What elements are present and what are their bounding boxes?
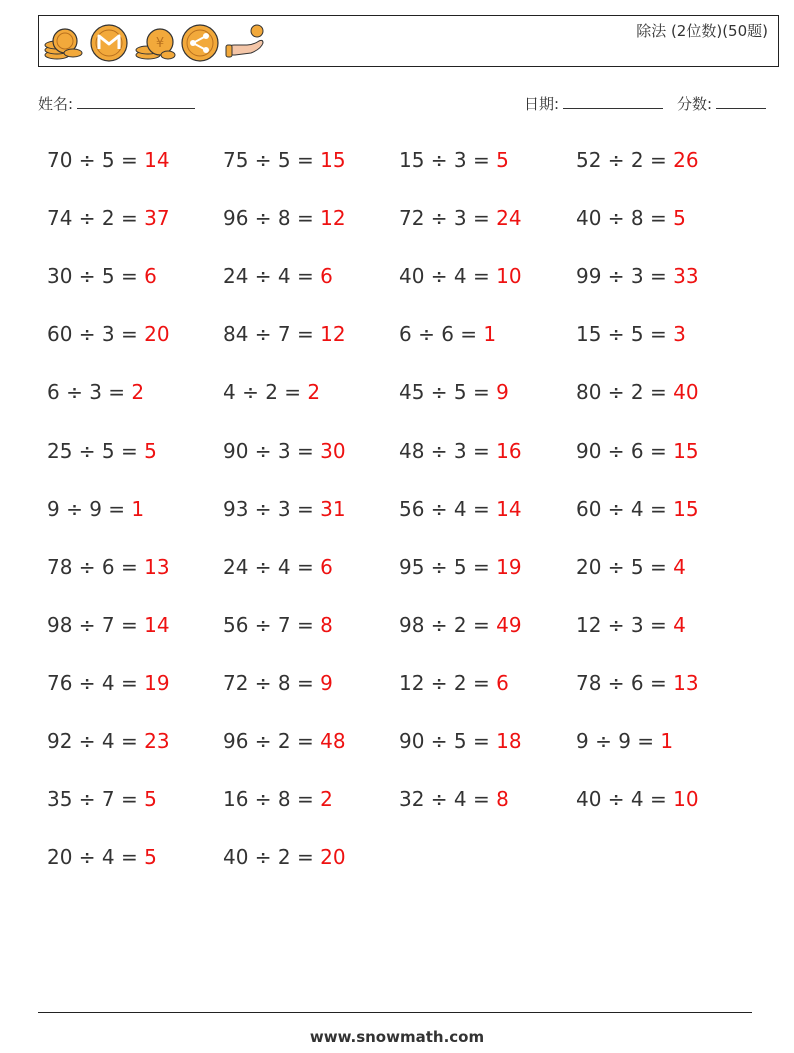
- division-problem: [399, 206, 522, 230]
- division-problem: [399, 671, 509, 695]
- hand-coin-icon: [225, 23, 269, 63]
- division-problem: [223, 497, 346, 521]
- division-problem: [47, 439, 157, 463]
- svg-text:¥: ¥: [155, 36, 165, 51]
- problem-answer: 3: [673, 322, 686, 347]
- division-problem: [399, 264, 522, 288]
- problem-answer: 4: [673, 612, 686, 637]
- share-coin-icon: [180, 23, 220, 63]
- problem-question: 96 ÷ 8 =: [223, 206, 314, 231]
- division-problem: [399, 729, 522, 753]
- division-problem: [223, 613, 333, 637]
- division-problem: [576, 148, 699, 172]
- problem-answer: 6: [144, 264, 157, 289]
- problem-question: 93 ÷ 3 =: [223, 496, 314, 521]
- footer-url: www.snowmath.com: [309, 1028, 485, 1046]
- problem-question: 20 ÷ 5 =: [576, 554, 667, 579]
- division-problem: [399, 613, 522, 637]
- problem-question: 25 ÷ 5 =: [47, 438, 138, 463]
- problem-question: 96 ÷ 2 =: [223, 729, 314, 753]
- problem-answer: 13: [673, 670, 699, 695]
- problem-question: 45 ÷ 5 =: [399, 380, 490, 405]
- division-problem: [223, 671, 333, 695]
- division-problem: [47, 555, 170, 579]
- problem-question: 15 ÷ 3 =: [399, 148, 490, 172]
- problem-question: 72 ÷ 3 =: [399, 206, 490, 231]
- problem-question: 78 ÷ 6 =: [576, 670, 667, 695]
- problem-answer: 24: [496, 206, 522, 231]
- division-problem: [223, 206, 346, 230]
- division-problem: [399, 787, 509, 811]
- division-problem: [576, 555, 686, 579]
- division-problem: [47, 380, 144, 404]
- problem-question: 95 ÷ 5 =: [399, 554, 490, 579]
- problem-question: 4 ÷ 2 =: [223, 380, 302, 405]
- problem-question: 90 ÷ 5 =: [399, 729, 490, 753]
- division-problem: [47, 671, 170, 695]
- problem-answer: 5: [496, 148, 509, 172]
- division-problem: [399, 555, 522, 579]
- division-problem: [399, 148, 509, 172]
- problem-answer: 6: [496, 670, 509, 695]
- problem-answer: 5: [144, 787, 157, 812]
- yen-coin-stack-icon: [134, 23, 176, 63]
- coin-stack-icon: [43, 23, 83, 63]
- problem-answer: 1: [483, 322, 497, 347]
- division-problem: [576, 671, 699, 695]
- score-field: [677, 93, 766, 114]
- division-problem: [576, 439, 699, 463]
- problem-question: 20 ÷ 4 =: [47, 845, 138, 870]
- division-problem: [47, 613, 170, 637]
- problem-answer: 31: [320, 496, 346, 521]
- division-problem: [223, 729, 346, 753]
- division-problem: [576, 613, 686, 637]
- division-problem: [223, 845, 346, 869]
- problem-answer: 40: [673, 380, 699, 405]
- division-problem: [47, 322, 170, 346]
- problem-answer: 14: [144, 612, 170, 637]
- division-problem: [576, 729, 673, 753]
- division-problem: [47, 148, 170, 172]
- division-problem: [223, 555, 333, 579]
- problem-question: 72 ÷ 8 =: [223, 670, 314, 695]
- division-problem: [399, 322, 496, 346]
- problem-answer: 15: [320, 148, 346, 172]
- name-field: [38, 93, 195, 114]
- problem-question: 98 ÷ 7 =: [47, 612, 138, 637]
- problem-question: 98 ÷ 2 =: [399, 612, 490, 637]
- problem-question: 90 ÷ 3 =: [223, 438, 314, 463]
- problem-question: 12 ÷ 3 =: [576, 612, 667, 637]
- problem-question: 9 ÷ 9 =: [47, 496, 126, 521]
- division-problem: [47, 729, 170, 753]
- date-blank[interactable]: [563, 94, 663, 109]
- problem-answer: 13: [144, 554, 170, 579]
- problem-answer: 2: [320, 787, 333, 812]
- division-problem: [223, 264, 333, 288]
- division-problem: [576, 264, 699, 288]
- date-field: [524, 93, 663, 114]
- division-problem: [47, 787, 157, 811]
- problem-answer: 6: [320, 554, 333, 579]
- problem-answer: 10: [673, 787, 699, 812]
- division-problem: [576, 497, 699, 521]
- problem-answer: 49: [496, 612, 522, 637]
- problem-answer: 14: [496, 496, 522, 521]
- problem-question: 12 ÷ 2 =: [399, 670, 490, 695]
- problem-question: 40 ÷ 4 =: [399, 264, 490, 289]
- problem-answer: 2: [131, 380, 145, 405]
- problem-answer: 5: [673, 206, 686, 231]
- division-problem: [47, 206, 170, 230]
- problem-question: 40 ÷ 4 =: [576, 787, 667, 812]
- problem-question: 40 ÷ 2 =: [223, 845, 314, 870]
- problem-question: 16 ÷ 8 =: [223, 787, 314, 812]
- division-problem: [399, 439, 522, 463]
- division-problem: [47, 264, 157, 288]
- problem-answer: 12: [320, 322, 346, 347]
- division-problem: [399, 497, 522, 521]
- score-label: 分数:: [677, 95, 713, 113]
- problem-question: 78 ÷ 6 =: [47, 554, 138, 579]
- problem-answer: 9: [320, 670, 333, 695]
- problem-answer: 23: [144, 729, 170, 753]
- problem-question: 6 ÷ 6 =: [399, 322, 478, 347]
- division-problem: [223, 787, 333, 811]
- problem-answer: 5: [144, 845, 157, 870]
- problem-answer: 15: [673, 438, 699, 463]
- monero-coin-icon: [89, 23, 129, 63]
- problem-answer: 26: [673, 148, 699, 172]
- problem-answer: 9: [496, 380, 509, 405]
- problem-question: 56 ÷ 7 =: [223, 612, 314, 637]
- problem-question: 99 ÷ 3 =: [576, 264, 667, 289]
- problem-answer: 20: [320, 845, 346, 870]
- problem-question: 9 ÷ 9 =: [576, 729, 655, 753]
- worksheet-header: [38, 15, 779, 67]
- problem-answer: 14: [144, 148, 170, 172]
- problem-question: 48 ÷ 3 =: [399, 438, 490, 463]
- problem-question: 35 ÷ 7 =: [47, 787, 138, 812]
- footer-divider: [38, 1012, 752, 1013]
- problem-question: 52 ÷ 2 =: [576, 148, 667, 172]
- problem-answer: 30: [320, 438, 346, 463]
- division-problem: [223, 380, 320, 404]
- problem-question: 75 ÷ 5 =: [223, 148, 314, 172]
- division-problem: [399, 380, 509, 404]
- division-problem: [576, 380, 699, 404]
- division-problem: [576, 787, 699, 811]
- score-blank[interactable]: [716, 94, 766, 109]
- division-problem: [576, 322, 686, 346]
- problem-question: 60 ÷ 4 =: [576, 496, 667, 521]
- problem-answer: 10: [496, 264, 522, 289]
- problem-answer: 16: [496, 438, 522, 463]
- problem-answer: 12: [320, 206, 346, 231]
- problem-question: 76 ÷ 4 =: [47, 670, 138, 695]
- problem-answer: 1: [660, 729, 674, 753]
- problem-answer: 33: [673, 264, 699, 289]
- name-label: 姓名:: [38, 95, 74, 113]
- problem-answer: 18: [496, 729, 522, 753]
- name-blank[interactable]: [77, 94, 195, 109]
- problem-answer: 4: [673, 554, 686, 579]
- problem-answer: 2: [307, 380, 321, 405]
- problem-answer: 8: [320, 612, 333, 637]
- problem-answer: 1: [131, 496, 145, 521]
- problem-question: 90 ÷ 6 =: [576, 438, 667, 463]
- division-problem: [223, 439, 346, 463]
- problem-question: 80 ÷ 2 =: [576, 380, 667, 405]
- problem-question: 30 ÷ 5 =: [47, 264, 138, 289]
- problem-answer: 48: [320, 729, 346, 753]
- problem-answer: 8: [496, 787, 509, 812]
- division-problem: [47, 845, 157, 869]
- problem-question: 60 ÷ 3 =: [47, 322, 138, 347]
- problem-question: 32 ÷ 4 =: [399, 787, 490, 812]
- problem-answer: 19: [144, 670, 170, 695]
- date-label: 日期:: [524, 95, 560, 113]
- problem-answer: 15: [673, 496, 699, 521]
- problem-answer: 6: [320, 264, 333, 289]
- problem-question: 92 ÷ 4 =: [47, 729, 138, 753]
- division-problem: [223, 148, 346, 172]
- division-problem: [576, 206, 686, 230]
- division-problem: [47, 497, 144, 521]
- worksheet-title: 除法 (2位数)(50题): [636, 22, 768, 40]
- division-problem: [223, 322, 346, 346]
- problem-answer: 19: [496, 554, 522, 579]
- problem-question: 40 ÷ 8 =: [576, 206, 667, 231]
- problem-question: 6 ÷ 3 =: [47, 380, 126, 405]
- problem-question: 24 ÷ 4 =: [223, 554, 314, 579]
- problem-answer: 37: [144, 206, 170, 231]
- problem-question: 56 ÷ 4 =: [399, 496, 490, 521]
- problem-question: 24 ÷ 4 =: [223, 264, 314, 289]
- problem-answer: 5: [144, 438, 157, 463]
- problem-question: 84 ÷ 7 =: [223, 322, 314, 347]
- problem-question: 70 ÷ 5 =: [47, 148, 138, 172]
- problem-question: 74 ÷ 2 =: [47, 206, 138, 231]
- problem-answer: 20: [144, 322, 170, 347]
- problem-question: 15 ÷ 5 =: [576, 322, 667, 347]
